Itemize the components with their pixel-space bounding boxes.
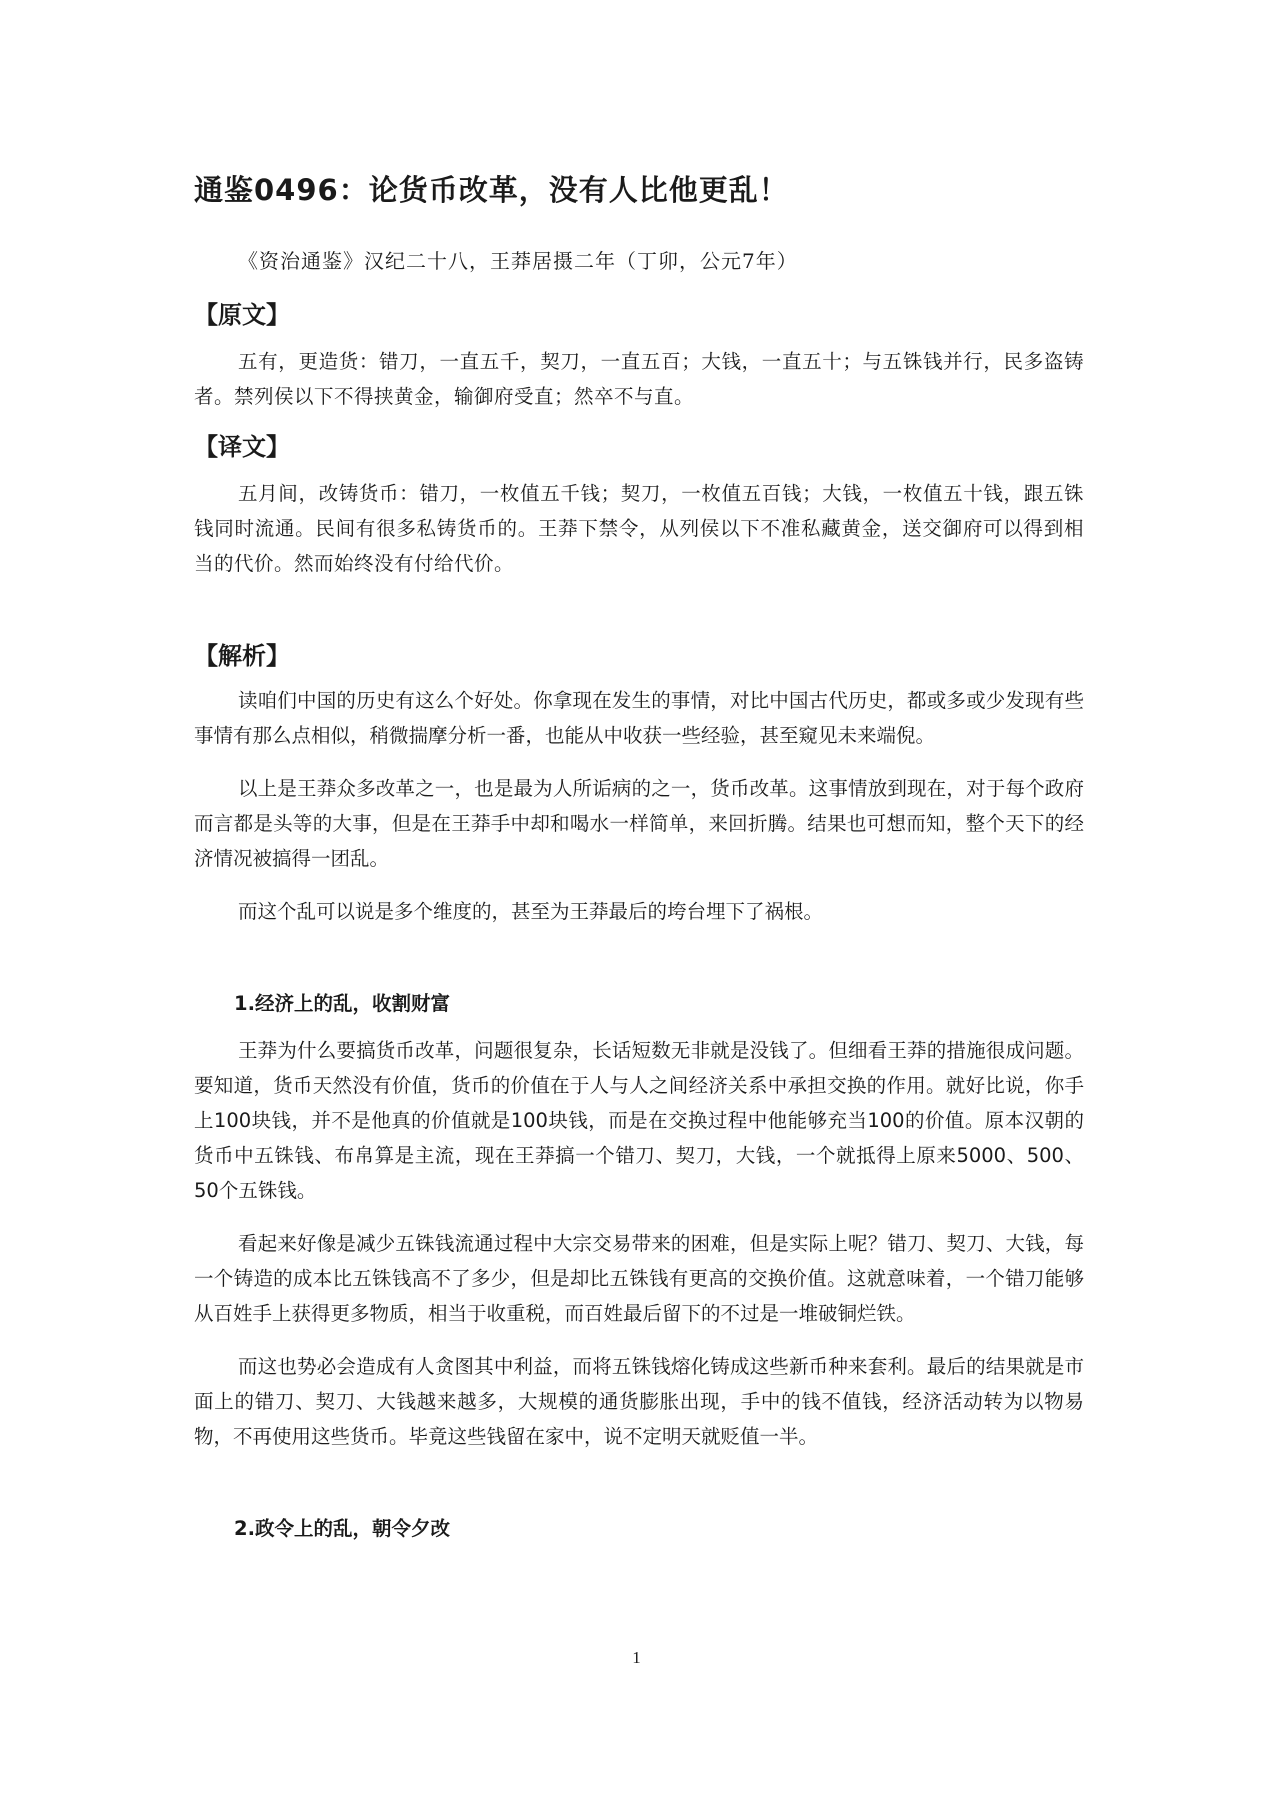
translation-text: 五月间，改铸货币：错刀，一枚值五千钱；契刀，一枚值五百钱；大钱，一枚值五十钱，跟五铢钱同时流通。民间有很多私铸货币的。王莽下禁令，从列侯以下不准私藏黄金，送交御府可以得到相当的代价。然而始终没有付给代价。 (194, 482, 1084, 575)
source-subtitle: 《资治通鉴》汉纪二十八，王莽居摄二年（丁卯，公元7年） (238, 249, 798, 273)
page-number: 1 (632, 1648, 641, 1667)
section1-heading: 1.经济上的乱，收割财富 (234, 992, 450, 1015)
section1-paragraph: 看起来好像是减少五铢钱流通过程中大宗交易带来的困难，但是实际上呢？错刀、契刀、大钱，每一个铸造的成本比五铢钱高不了多少，但是却比五铢钱有更高的交换价值。这就意味着，一个错刀能够从百姓手上获得更多物质，相当于收重税，而百姓最后留下的不过是一堆破铜烂铁。 (194, 1232, 1084, 1325)
page-title: 通鉴0496：论货币改革，没有人比他更乱！ (194, 173, 789, 207)
original-heading: 【原文】 (194, 301, 290, 329)
analysis-paragraph: 读咱们中国的历史有这么个好处。你拿现在发生的事情，对比中国古代历史，都或多或少发现有些事情有那么点相似，稍微揣摩分析一番，也能从中收获一些经验，甚至窥见未来端倪。 (194, 689, 1084, 747)
original-text: 五有，更造货：错刀，一直五千，契刀，一直五百；大钱，一直五十；与五铢钱并行，民多盗铸者。禁列侯以下不得挟黄金，输御府受直；然卒不与直。 (194, 350, 1084, 408)
analysis-heading: 【解析】 (194, 642, 290, 670)
section1-paragraph: 而这也势必会造成有人贪图其中利益，而将五铢钱熔化铸成这些新币种来套利。最后的结果就是市面上的错刀、契刀、大钱越来越多，大规模的通货膨胀出现，手中的钱不值钱，经济活动转为以物易物，不再使用这些货币。毕竟这些钱留在家中，说不定明天就贬值一半。 (194, 1355, 1084, 1448)
analysis-paragraph: 以上是王莽众多改革之一，也是最为人所诟病的之一，货币改革。这事情放到现在，对于每个政府而言都是头等的大事，但是在王莽手中却和喝水一样简单，来回折腾。结果也可想而知，整个天下的经济情况被搞得一团乱。 (194, 777, 1084, 870)
section1-paragraph: 王莽为什么要搞货币改革，问题很复杂，长话短数无非就是没钱了。但细看王莽的措施很成问题。要知道，货币天然没有价值，货币的价值在于人与人之间经济关系中承担交换的作用。就好比说，你手上100块钱，并不是他真的价值就是100块钱，而是在交换过程中他能够充当100的价值。原本汉朝的货币中五铢钱、布帛算是主流，现在王莽搞一个错刀、契刀，大钱，一个就抵得上原来5000、500、50个五铢钱。 (194, 1039, 1084, 1202)
analysis-paragraph: 而这个乱可以说是多个维度的，甚至为王莽最后的垮台埋下了祸根。 (238, 900, 824, 923)
document-body (194, 170, 1084, 1544)
section2-heading: 2.政令上的乱，朝令夕改 (234, 1517, 450, 1540)
translation-heading: 【译文】 (194, 433, 290, 461)
